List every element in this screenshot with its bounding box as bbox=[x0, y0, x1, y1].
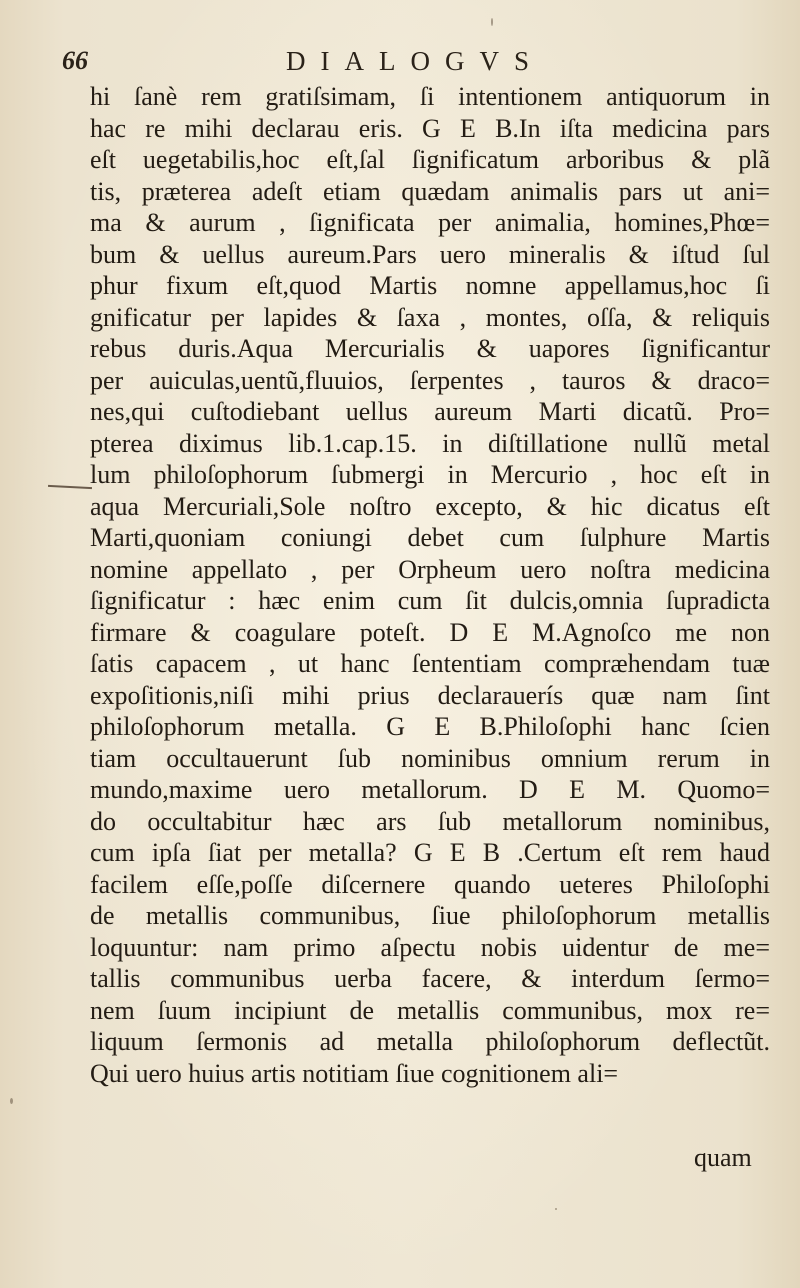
text-line: nomine appellato , per Orpheum uero noſtra medicina bbox=[90, 554, 770, 584]
text-line: ſignificatur : hæc enim cum ſit dulcis,omnia ſupradicta bbox=[90, 586, 770, 615]
catchword: quam bbox=[694, 1143, 752, 1172]
text-line: facilem eſſe,poſſe diſcernere quando ueteres Philoſophi bbox=[90, 869, 770, 899]
text-line: philoſophorum metalla. G E B.Philoſophi hanc ſcien bbox=[90, 712, 770, 741]
paper-speck bbox=[10, 1098, 13, 1104]
text-line: pterea diximus lib.1.cap.15. in diſtillatione nullũ metal bbox=[90, 428, 770, 458]
text-line: ſatis capacem , ut hanc ſententiam compræhendam tuæ bbox=[90, 649, 770, 678]
text-line: tallis communibus uerba facere, & interdum ſermo= bbox=[90, 964, 770, 993]
text-line: do occultabitur hæc ars ſub metallorum nominibus, bbox=[90, 806, 770, 836]
text-line: Qui uero huius artis notitiam ſiue cognitionem ali= bbox=[90, 1058, 619, 1088]
text-line: tis, præterea adeſt etiam quædam animalis pars ut ani= bbox=[90, 176, 770, 206]
paper-speck bbox=[555, 1208, 557, 1210]
text-line: hac re mihi declarau eris. G E B.In iſta medicina pars bbox=[90, 113, 770, 143]
body-text bbox=[90, 81, 770, 1089]
text-line: phur fixum eſt,quod Martis nomne appellamus,hoc ſi bbox=[90, 271, 770, 300]
text-line: eſt uegetabilis,hoc eſt,ſal ſignificatum arboribus & plã bbox=[90, 145, 770, 174]
text-line: nes,qui cuſtodiebant uellus aureum Marti dicatũ. Pro= bbox=[90, 397, 770, 426]
page-number: 66 bbox=[62, 46, 88, 75]
text-line: hi ſanè rem gratiſsimam, ſi intentionem antiquorum in bbox=[90, 82, 770, 111]
text-line: per auiculas,uentũ,fluuios, ſerpentes , tauros & draco= bbox=[90, 365, 770, 395]
text-line: gnificatur per lapides & ſaxa , montes, oſſa, & reliquis bbox=[90, 302, 770, 332]
text-line: bum & uellus aureum.Pars uero mineralis & iſtud ſul bbox=[90, 239, 770, 269]
text-line: nem ſuum incipiunt de metallis communibus, mox re= bbox=[90, 995, 770, 1025]
running-head: DIALOGVS bbox=[286, 46, 544, 76]
text-line: aqua Mercuriali,Sole noſtro excepto, & hic dicatus eſt bbox=[90, 491, 770, 521]
page-header bbox=[62, 44, 582, 84]
text-line: rebus duris.Aqua Mercurialis & uapores ſignificantur bbox=[90, 334, 770, 363]
text-line: liquum ſermonis ad metalla philoſophorum deflectũt. bbox=[90, 1027, 770, 1056]
text-line: tiam occultauerunt ſub nominibus omnium rerum in bbox=[90, 743, 770, 773]
text-line: Marti,quoniam coniungi debet cum ſulphure Martis bbox=[90, 523, 770, 552]
paper-speck bbox=[491, 18, 493, 26]
text-line: mundo,maxime uero metallorum. D E M. Quomo= bbox=[90, 775, 770, 804]
text-line: ma & aurum , ſignificata per animalia, homines,Phœ= bbox=[90, 208, 770, 237]
text-line: firmare & coagulare poteſt. D E M.Agnoſco me non bbox=[90, 617, 770, 647]
text-line: de metallis communibus, ſiue philoſophorum metallis bbox=[90, 901, 770, 930]
text-line: lum philoſophorum ſubmergi in Mercurio , hoc eſt in bbox=[90, 460, 770, 489]
text-line: expoſitionis,niſi mihi prius declarauerís quæ nam ſint bbox=[90, 680, 770, 710]
text-line: loquuntur: nam primo aſpectu nobis uidentur de me= bbox=[90, 932, 770, 962]
text-line: cum ipſa ſiat per metalla? G E B .Certum eſt rem haud bbox=[90, 838, 770, 867]
margin-ink-mark bbox=[48, 485, 92, 489]
